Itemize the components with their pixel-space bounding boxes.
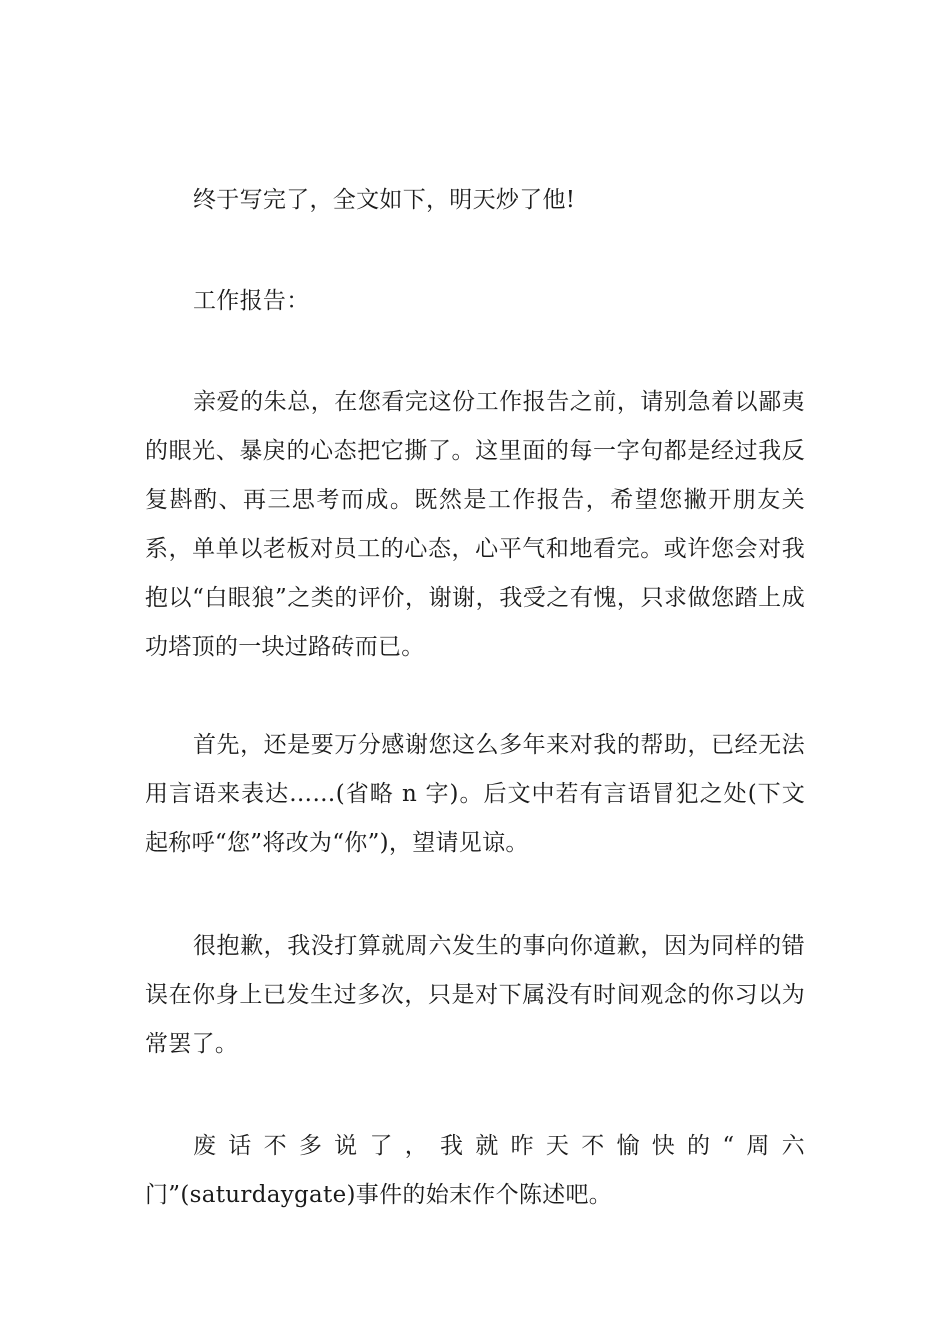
paragraph-heading: 工作报告： bbox=[193, 288, 310, 314]
paragraph-apology: 很抱歉，我没打算就周六发生的事向你道歉，因为同样的错误在你身上已发生过多次，只是对下属没有时间观念的你习以为常罢了。 bbox=[145, 933, 805, 1057]
paragraph-statement: 废话不多说了，我就昨天不愉快的“周六门”(saturdaygate)事件的始末作个陈述吧。 bbox=[145, 1133, 805, 1208]
paragraph-thanks: 首先，还是要万分感谢您这么多年来对我的帮助，已经无法用言语来表达……(省略 n 字)。后文中若有言语冒犯之处(下文起称呼“您”将改为“你”)，望请见谅。 bbox=[145, 732, 805, 856]
paragraph-intro: 终于写完了，全文如下，明天炒了他! bbox=[193, 187, 576, 213]
paragraph-greeting: 亲爱的朱总，在您看完这份工作报告之前，请别急着以鄙夷的眼光、暴戾的心态把它撕了。这里面的每一字句都是经过我反复斟酌、再三思考而成。既然是工作报告，希望您撇开朋友关系，单单以老板对员工的心态，心平气和地看完。或许您会对我抱以“白眼狼”之类的评价，谢谢，我受之有愧，只求做您踏上成功塔顶的一块过路砖而已。 bbox=[145, 389, 805, 660]
